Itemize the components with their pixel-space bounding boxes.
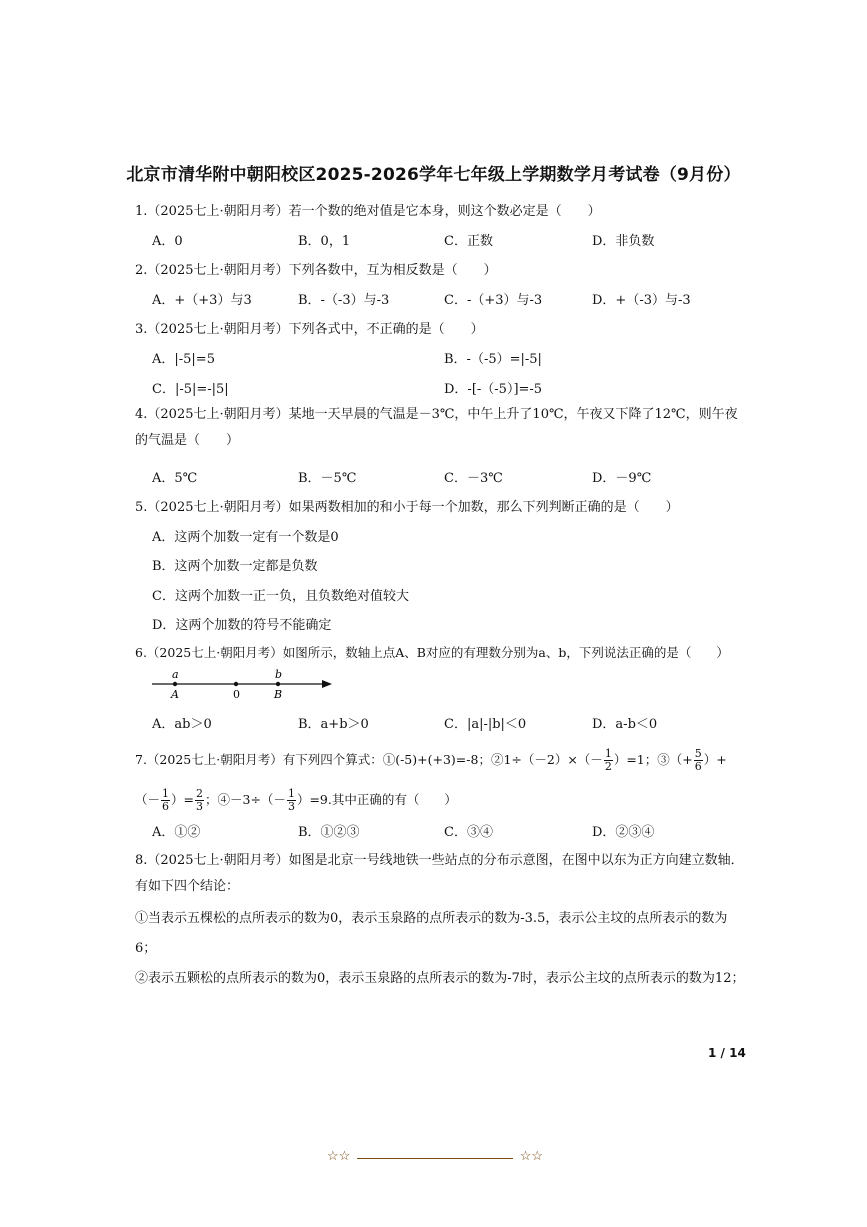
q4-option-a: A．5℃: [152, 471, 198, 486]
q2-option-a: A．+（+3）与3: [152, 293, 252, 308]
point-a-dot: [173, 682, 177, 686]
footer-decoration: [327, 1150, 543, 1166]
q4-option-d: D．－9℃: [592, 471, 652, 486]
q2-option-b: B．-（-3）与-3: [298, 293, 390, 308]
page-number: 1 / 14: [708, 1046, 746, 1060]
q4-option-c: C．－3℃: [444, 471, 503, 486]
label-b: b: [275, 668, 283, 681]
q7-option-b: B．①②③: [298, 825, 360, 840]
q1-option-b: B．0，1: [298, 234, 351, 249]
label-point-b: B: [274, 688, 283, 701]
q7-text-5: ；④－3÷（－: [205, 792, 286, 807]
question-8-stem: 8.（2025七上·朝阳月考）如图是北京一号线地铁一些站点的分布示意图，在图中以东为正方向建立数轴．有如下四个结论：: [135, 853, 744, 894]
footer-right-stars: ☆☆: [519, 1149, 543, 1164]
q2-option-d: D．+（-3）与-3: [592, 293, 691, 308]
q6-option-b: B．a+b＞0: [298, 717, 369, 732]
number-line-figure: [150, 668, 340, 704]
q1-option-d: D．非负数: [592, 234, 655, 249]
q7-text-4: ）=: [171, 792, 194, 807]
number-line-arrow: [322, 680, 332, 688]
q7-option-c: C．③④: [444, 825, 493, 840]
q7-text-2: ）=1；③（+: [613, 752, 693, 767]
question-5-stem: 5.（2025七上·朝阳月考）如果两数相加的和小于每一个加数，那么下列判断正确的是（ ）: [135, 500, 679, 515]
q7-text-6: ）=9.其中正确的有（ ）: [296, 792, 457, 807]
q5-option-d: D．这两个加数的符号不能确定: [152, 618, 332, 633]
q3-option-b: B．-（-5）=|-5|: [444, 352, 542, 367]
question-4-stem: 4.（2025七上·朝阳月考）某地一天早晨的气温是－3℃，中午上升了10℃，午夜又下降了12℃，则午夜的气温是（ ）: [135, 407, 738, 448]
label-a: a: [172, 668, 179, 681]
q6-option-d: D．a-b＜0: [592, 717, 658, 732]
question-1-stem: 1.（2025七上·朝阳月考）若一个数的绝对值是它本身，则这个数必定是（ ）: [135, 204, 601, 219]
footer-left-stars: ☆☆: [327, 1149, 351, 1164]
q8-item-1: ①当表示五棵松的点所表示的数为0，表示玉泉路的点所表示的数为-3.5，表示公主坟的点所表示的数为6；: [135, 911, 728, 956]
q5-option-c: C．这两个加数一正一负，且负数绝对值较大: [152, 589, 409, 604]
q8-item-2: ②表示五颗松的点所表示的数为0，表示玉泉路的点所表示的数为-7时，表示公主坟的点所表示的数为12；: [135, 971, 745, 986]
footer-rule: [357, 1158, 513, 1159]
question-7-stem: [135, 740, 745, 820]
label-zero: 0: [233, 688, 240, 701]
page-title: 北京市清华附中朝阳校区2025-2026学年七年级上学期数学月考试卷（9月份）: [126, 165, 741, 185]
question-2-stem: 2.（2025七上·朝阳月考）下列各数中，互为相反数是（ ）: [135, 263, 497, 278]
q6-option-a: A．ab＞0: [152, 717, 212, 732]
q7-fraction-2: $\frac{5}{6}$: [694, 747, 702, 773]
q1-option-c: C．正数: [444, 234, 493, 249]
q1-option-a: A．0: [152, 234, 183, 249]
q7-fraction-1: $\frac{1}{2}$: [604, 747, 612, 773]
point-b-dot: [276, 682, 280, 686]
q7-fraction-4: $\frac{2}{3}$: [196, 787, 203, 813]
label-point-a: A: [171, 688, 179, 701]
q5-option-b: B．这两个加数一定都是负数: [152, 559, 318, 574]
q7-fraction-5: $\frac{1}{3}$: [287, 787, 295, 813]
q7-text-1: 7.（2025七上·朝阳月考）有下列四个算式：①(-5)+(+3)=-8；②1÷（－2）×（－: [135, 752, 603, 767]
q7-fraction-3: $\frac{1}{6}$: [162, 787, 170, 813]
q6-option-c: C．|a|-|b|＜0: [444, 717, 527, 732]
q7-text-3: ）+（－: [135, 752, 727, 807]
q7-option-a: A．①②: [152, 825, 201, 840]
q7-option-d: D．②③④: [592, 825, 655, 840]
q3-option-d: D．-[-（-5）]=-5: [444, 382, 543, 397]
question-3-stem: 3.（2025七上·朝阳月考）下列各式中，不正确的是（ ）: [135, 322, 484, 337]
q4-option-b: B．－5℃: [298, 471, 357, 486]
question-6-stem: 6.（2025七上·朝阳月考）如图所示，数轴上点A、B对应的有理数分别为a、b，下列说法正确的是（ ）: [135, 645, 729, 660]
q5-option-a: A．这两个加数一定有一个数是0: [152, 530, 339, 545]
q3-option-c: C．|-5|=-|5|: [152, 382, 229, 397]
origin-dot: [234, 682, 238, 686]
q2-option-c: C．-（+3）与-3: [444, 293, 543, 308]
q3-option-a: A．|-5|=5: [152, 352, 215, 367]
